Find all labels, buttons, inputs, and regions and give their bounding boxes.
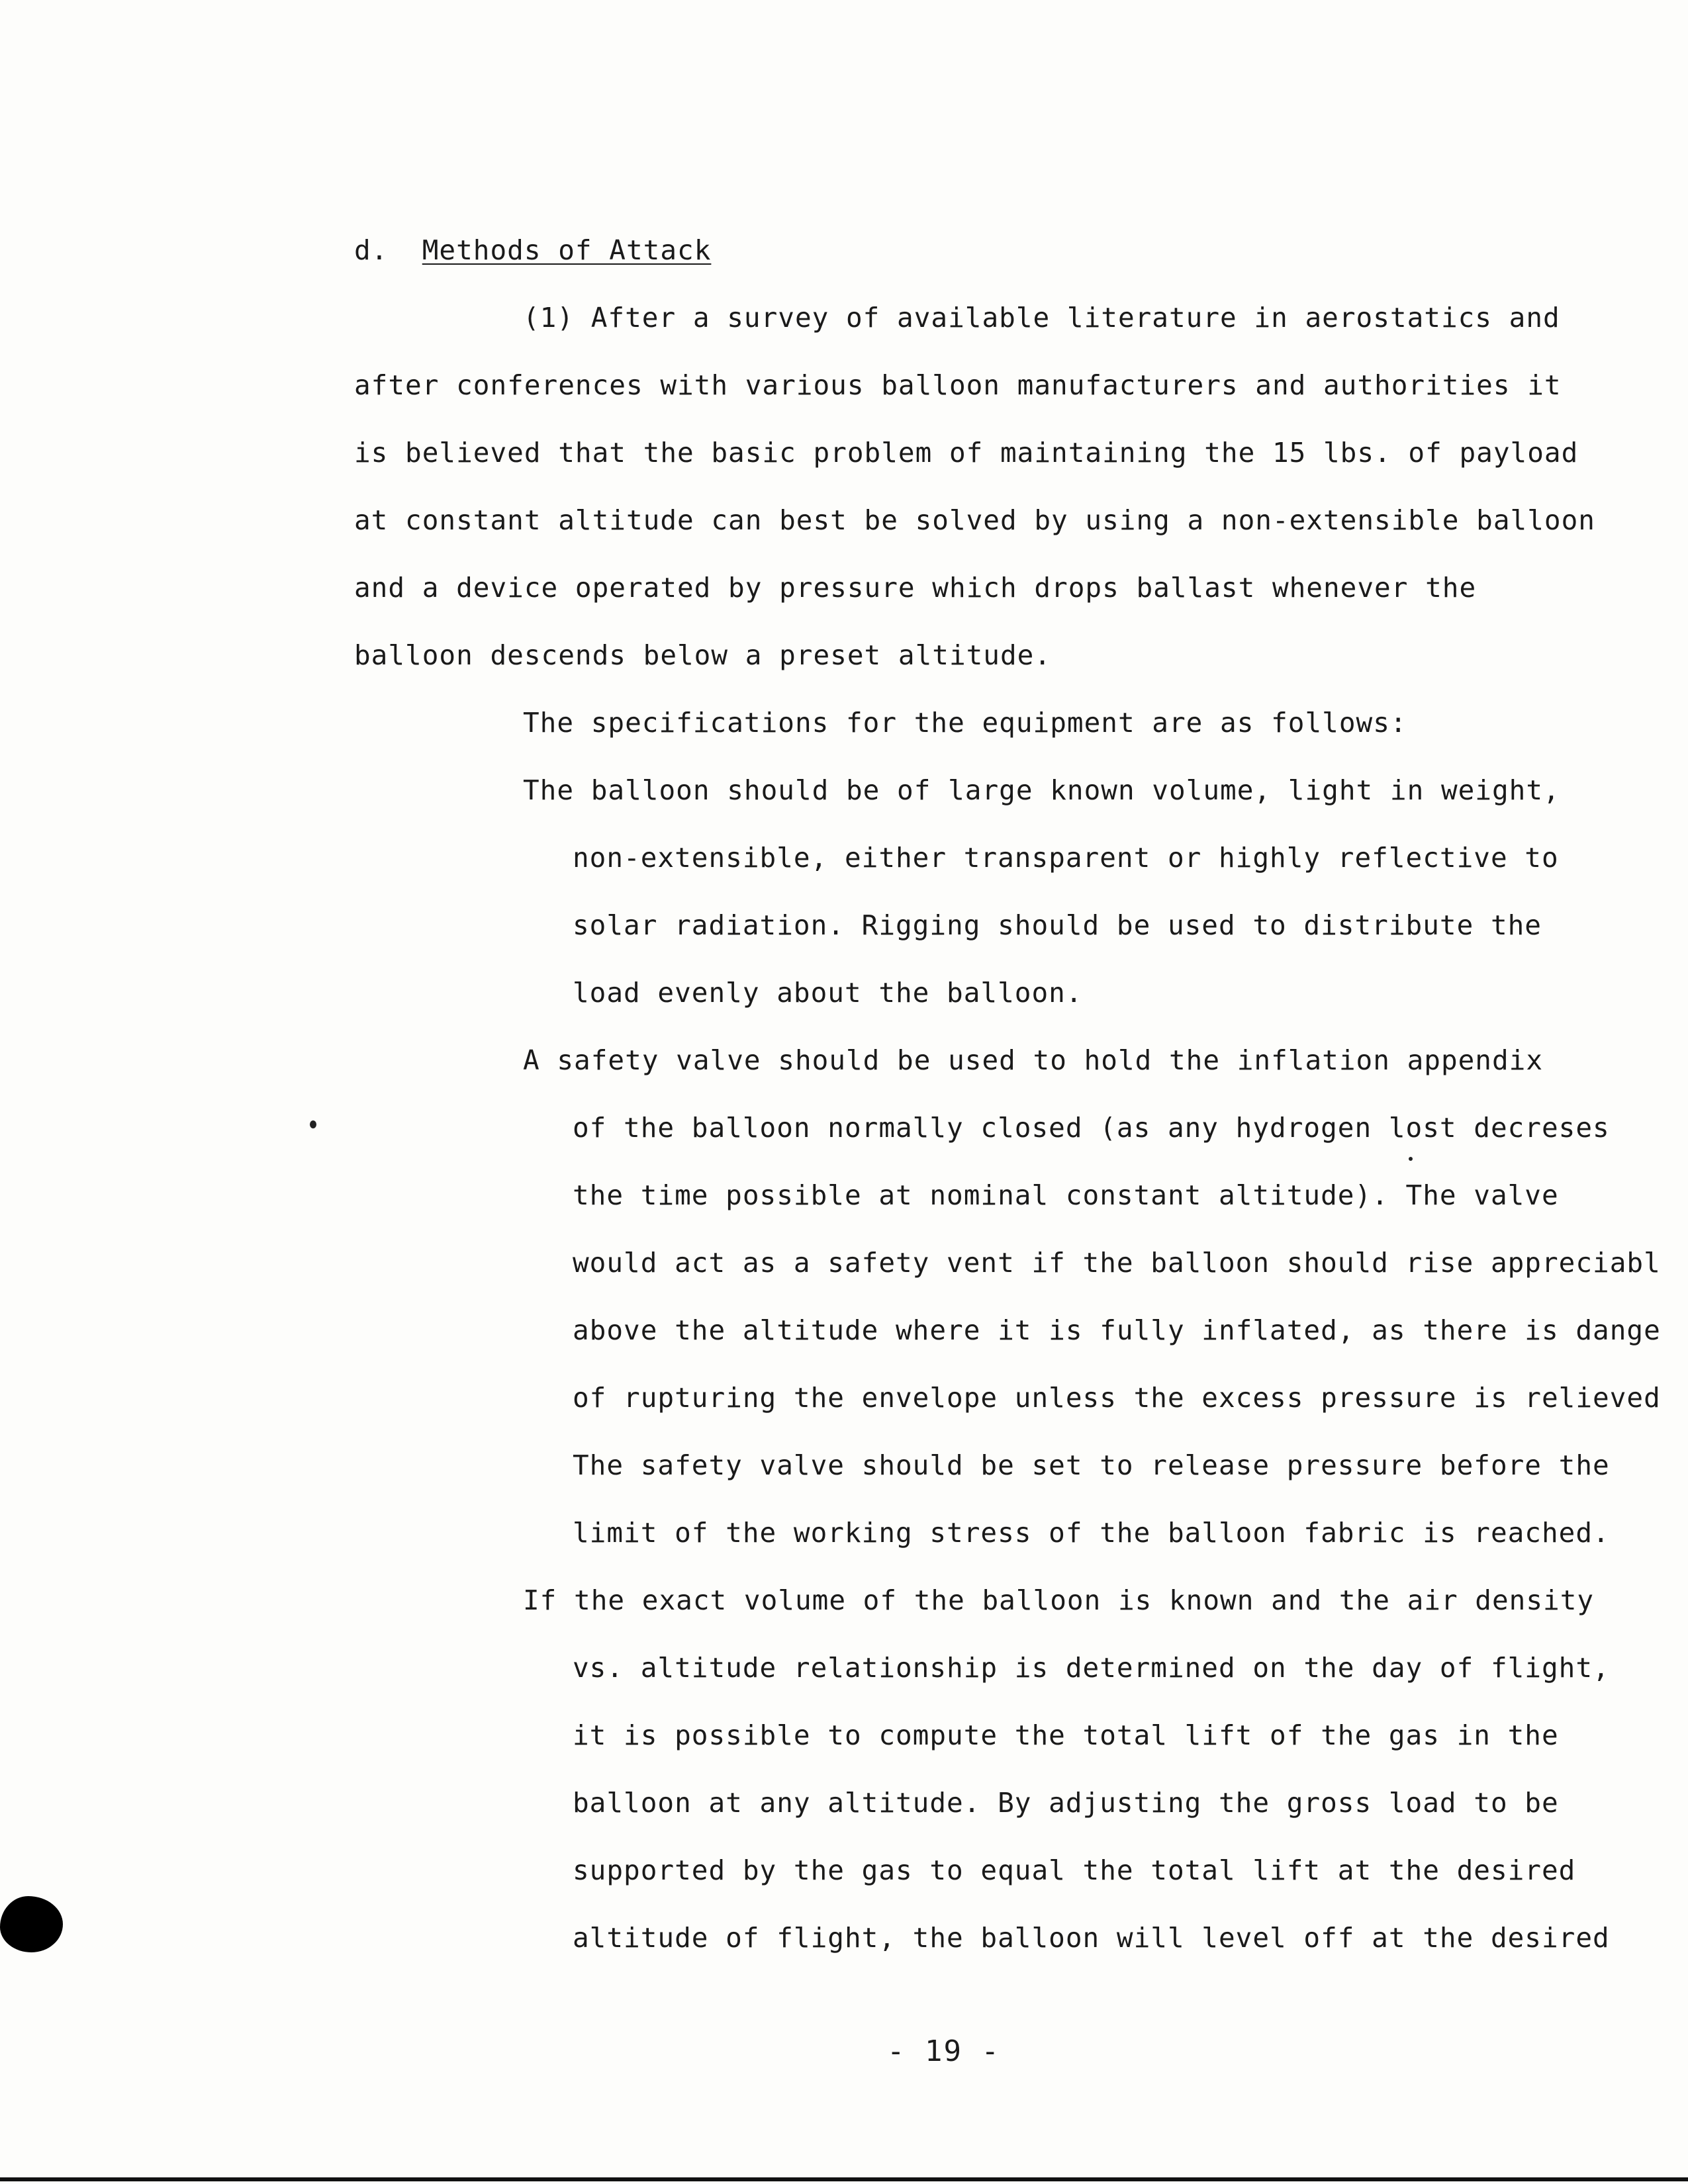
section-label: d. xyxy=(354,234,389,266)
spec-volume-line-4: balloon at any altitude. By adjusting the gross load to be xyxy=(573,1787,1559,1819)
specs-intro: The specifications for the equipment are as follows: xyxy=(523,707,1407,739)
section-title: Methods of Attack xyxy=(422,234,712,266)
spec-volume-line-3: it is possible to compute the total lift of the gas in the xyxy=(573,1719,1559,1751)
spec-valve-line-6: of rupturing the envelope unless the excess pressure is relieved xyxy=(573,1382,1661,1414)
spec-volume-line-6: altitude of flight, the balloon will level off at the desired xyxy=(573,1922,1610,1954)
spec-valve-line-2: of the balloon normally closed (as any hydrogen lost decreses xyxy=(573,1112,1610,1144)
spec-valve-line-5: above the altitude where it is fully inflated, as there is dange xyxy=(573,1314,1661,1346)
scan-edge xyxy=(0,2177,1688,2181)
spec-volume-line-2: vs. altitude relationship is determined on the day of flight, xyxy=(573,1652,1610,1684)
spec-volume-line-5: supported by the gas to equal the total lift at the desired xyxy=(573,1854,1576,1886)
paragraph-1-line-5: and a device operated by pressure which drops ballast whenever the xyxy=(354,572,1477,604)
spec-valve-line-8: limit of the working stress of the balloon fabric is reached. xyxy=(573,1517,1610,1549)
spec-valve-line-7: The safety valve should be set to release pressure before the xyxy=(573,1449,1610,1481)
spec-volume-line-1: If the exact volume of the balloon is known and the air density xyxy=(523,1584,1595,1616)
spec-valve-line-3: the time possible at nominal constant altitude). The valve xyxy=(573,1179,1559,1211)
spec-balloon-line-4: load evenly about the balloon. xyxy=(573,977,1083,1009)
spec-balloon-line-1: The balloon should be of large known volume, light in weight, xyxy=(523,774,1560,806)
paragraph-1-line-4: at constant altitude can best be solved by using a non-extensible balloon xyxy=(354,504,1595,536)
paragraph-1-line-2: after conferences with various balloon manufacturers and authorities it xyxy=(354,369,1562,401)
ink-speck xyxy=(310,1120,316,1128)
page-number: - 19 - xyxy=(887,2034,1000,2068)
ink-blot xyxy=(0,1896,63,1952)
spec-valve-line-4: would act as a safety vent if the balloon should rise appreciabl xyxy=(573,1247,1661,1279)
ink-speck xyxy=(1409,1157,1413,1161)
paragraph-1-line-6: balloon descends below a preset altitude. xyxy=(354,639,1052,671)
paragraph-1-line-1: (1) After a survey of available literature in aerostatics and xyxy=(523,302,1560,334)
spec-balloon-line-3: solar radiation. Rigging should be used to distribute the xyxy=(573,909,1542,941)
section-heading xyxy=(354,230,711,270)
spec-valve-line-1: A safety valve should be used to hold the inflation appendix xyxy=(523,1044,1544,1076)
spec-balloon-line-2: non-extensible, either transparent or highly reflective to xyxy=(573,842,1559,874)
paragraph-1-line-3: is believed that the basic problem of maintaining the 15 lbs. of payload xyxy=(354,437,1579,469)
